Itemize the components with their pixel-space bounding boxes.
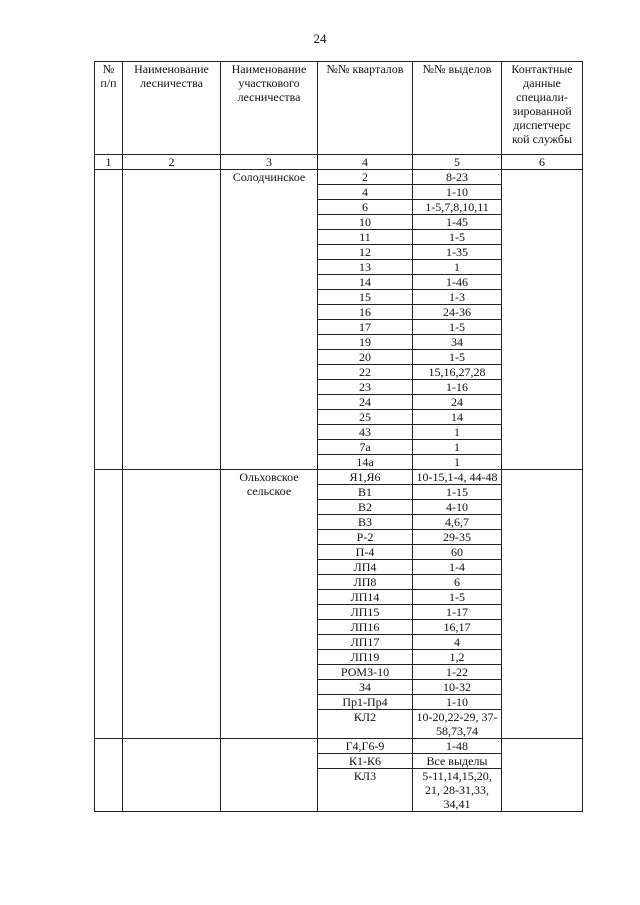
page-number: 24 <box>313 31 327 46</box>
allotment-cell: 10-32 <box>413 680 502 695</box>
allotment-cell: 60 <box>413 545 502 560</box>
quarter-cell: Р-2 <box>318 530 413 545</box>
allotment-cell: 1-5,7,8,10,11 <box>413 200 502 215</box>
allotment-cell: 15,16,27,28 <box>413 365 502 380</box>
forestry-name-cell <box>123 170 221 470</box>
quarter-cell: Пр1-Пр4 <box>318 695 413 710</box>
quarter-cell: 14а <box>318 455 413 470</box>
table-row <box>95 170 583 185</box>
allotment-cell: 10-20,22-29, 37-58,73,74 <box>413 710 502 739</box>
contacts-cell <box>502 470 583 739</box>
allotment-cell: 1-10 <box>413 185 502 200</box>
allotment-cell: 29-35 <box>413 530 502 545</box>
allotment-cell: 8-23 <box>413 170 502 185</box>
allotment-cell: 1 <box>413 455 502 470</box>
forestry-name-cell <box>123 739 221 812</box>
allotment-cell: 1-10 <box>413 695 502 710</box>
quarter-cell: 16 <box>318 305 413 320</box>
allotment-cell: 14 <box>413 410 502 425</box>
quarter-cell: 12 <box>318 245 413 260</box>
allotment-cell: 1-4 <box>413 560 502 575</box>
allotment-cell: 1-3 <box>413 290 502 305</box>
header-number: № п/п <box>95 62 123 155</box>
district-name-cell: Ольховское сельское <box>221 470 318 739</box>
quarter-cell: В1 <box>318 485 413 500</box>
quarter-cell: 22 <box>318 365 413 380</box>
allotment-cell: 1 <box>413 440 502 455</box>
allotment-cell: 1-46 <box>413 275 502 290</box>
allotment-cell: 1-16 <box>413 380 502 395</box>
quarter-cell: ЛП19 <box>318 650 413 665</box>
quarter-cell: ЛП8 <box>318 575 413 590</box>
quarter-cell: 7а <box>318 440 413 455</box>
allotment-cell: 24 <box>413 395 502 410</box>
header-row <box>95 62 583 155</box>
column-number: 3 <box>221 155 318 170</box>
allotment-cell: 1 <box>413 260 502 275</box>
quarter-cell: ЛП17 <box>318 635 413 650</box>
contacts-cell <box>502 739 583 812</box>
allotment-cell: 4-10 <box>413 500 502 515</box>
quarter-cell: 6 <box>318 200 413 215</box>
allotment-cell: 1,2 <box>413 650 502 665</box>
row-number-cell <box>95 170 123 470</box>
allotment-cell: 1-15 <box>413 485 502 500</box>
row-number-cell <box>95 739 123 812</box>
header-allotments: №№ выделов <box>413 62 502 155</box>
quarter-cell: 4 <box>318 185 413 200</box>
allotment-cell: 10-15,1-4, 44-48 <box>413 470 502 485</box>
allotment-cell: 16,17 <box>413 620 502 635</box>
allotment-cell: 5-11,14,15,20, 21, 28-31,33, 34,41 <box>413 769 502 812</box>
quarter-cell: 14 <box>318 275 413 290</box>
forestry-name-cell <box>123 470 221 739</box>
table-row <box>95 739 583 754</box>
allotment-cell: 24-36 <box>413 305 502 320</box>
header-forestry-name: Наименование лесничества <box>123 62 221 155</box>
quarter-cell: 25 <box>318 410 413 425</box>
quarter-cell: ЛП16 <box>318 620 413 635</box>
quarter-cell: 19 <box>318 335 413 350</box>
quarter-cell: ЛП15 <box>318 605 413 620</box>
quarter-cell: 11 <box>318 230 413 245</box>
allotment-cell: 1-17 <box>413 605 502 620</box>
district-name-cell: Солодчинское <box>221 170 318 470</box>
quarter-cell: К1-К6 <box>318 754 413 769</box>
column-number: 6 <box>502 155 583 170</box>
allotment-cell: 1-5 <box>413 590 502 605</box>
quarter-cell: В2 <box>318 500 413 515</box>
column-number-row <box>95 155 583 170</box>
quarter-cell: 43 <box>318 425 413 440</box>
quarter-cell: Г4,Г6-9 <box>318 739 413 754</box>
column-number: 5 <box>413 155 502 170</box>
allotment-cell: 1-5 <box>413 350 502 365</box>
quarter-cell: П-4 <box>318 545 413 560</box>
allotment-cell: 1-35 <box>413 245 502 260</box>
quarter-cell: 24 <box>318 395 413 410</box>
quarter-cell: 10 <box>318 215 413 230</box>
header-contacts: Контактные данные специали-зированной диспетчерс кой службы <box>502 62 583 155</box>
table-body <box>95 170 583 812</box>
quarter-cell: КЛ3 <box>318 769 413 812</box>
quarter-cell: КЛ2 <box>318 710 413 739</box>
quarter-cell: 17 <box>318 320 413 335</box>
column-number: 2 <box>123 155 221 170</box>
allotment-cell: Все выделы <box>413 754 502 769</box>
column-number: 4 <box>318 155 413 170</box>
allotment-cell: 34 <box>413 335 502 350</box>
quarter-cell: РОМЗ-10 <box>318 665 413 680</box>
allotment-cell: 6 <box>413 575 502 590</box>
contacts-cell <box>502 170 583 470</box>
header-district-name: Наименование участкового лесничества <box>221 62 318 155</box>
column-number: 1 <box>95 155 123 170</box>
table-row <box>95 470 583 485</box>
allotment-cell: 4,6,7 <box>413 515 502 530</box>
quarter-cell: 13 <box>318 260 413 275</box>
header-quarters: №№ кварталов <box>318 62 413 155</box>
allotment-cell: 1-5 <box>413 230 502 245</box>
allotment-cell: 1-45 <box>413 215 502 230</box>
quarter-cell: 20 <box>318 350 413 365</box>
quarter-cell: ЛП4 <box>318 560 413 575</box>
quarter-cell: 23 <box>318 380 413 395</box>
allotment-cell: 1-5 <box>413 320 502 335</box>
forestry-table <box>94 61 583 812</box>
allotment-cell: 1-48 <box>413 739 502 754</box>
quarter-cell: Я1,Я6 <box>318 470 413 485</box>
quarter-cell: 2 <box>318 170 413 185</box>
quarter-cell: 15 <box>318 290 413 305</box>
district-name-cell <box>221 739 318 812</box>
allotment-cell: 4 <box>413 635 502 650</box>
row-number-cell <box>95 470 123 739</box>
allotment-cell: 1 <box>413 425 502 440</box>
allotment-cell: 1-22 <box>413 665 502 680</box>
quarter-cell: З4 <box>318 680 413 695</box>
quarter-cell: В3 <box>318 515 413 530</box>
quarter-cell: ЛП14 <box>318 590 413 605</box>
